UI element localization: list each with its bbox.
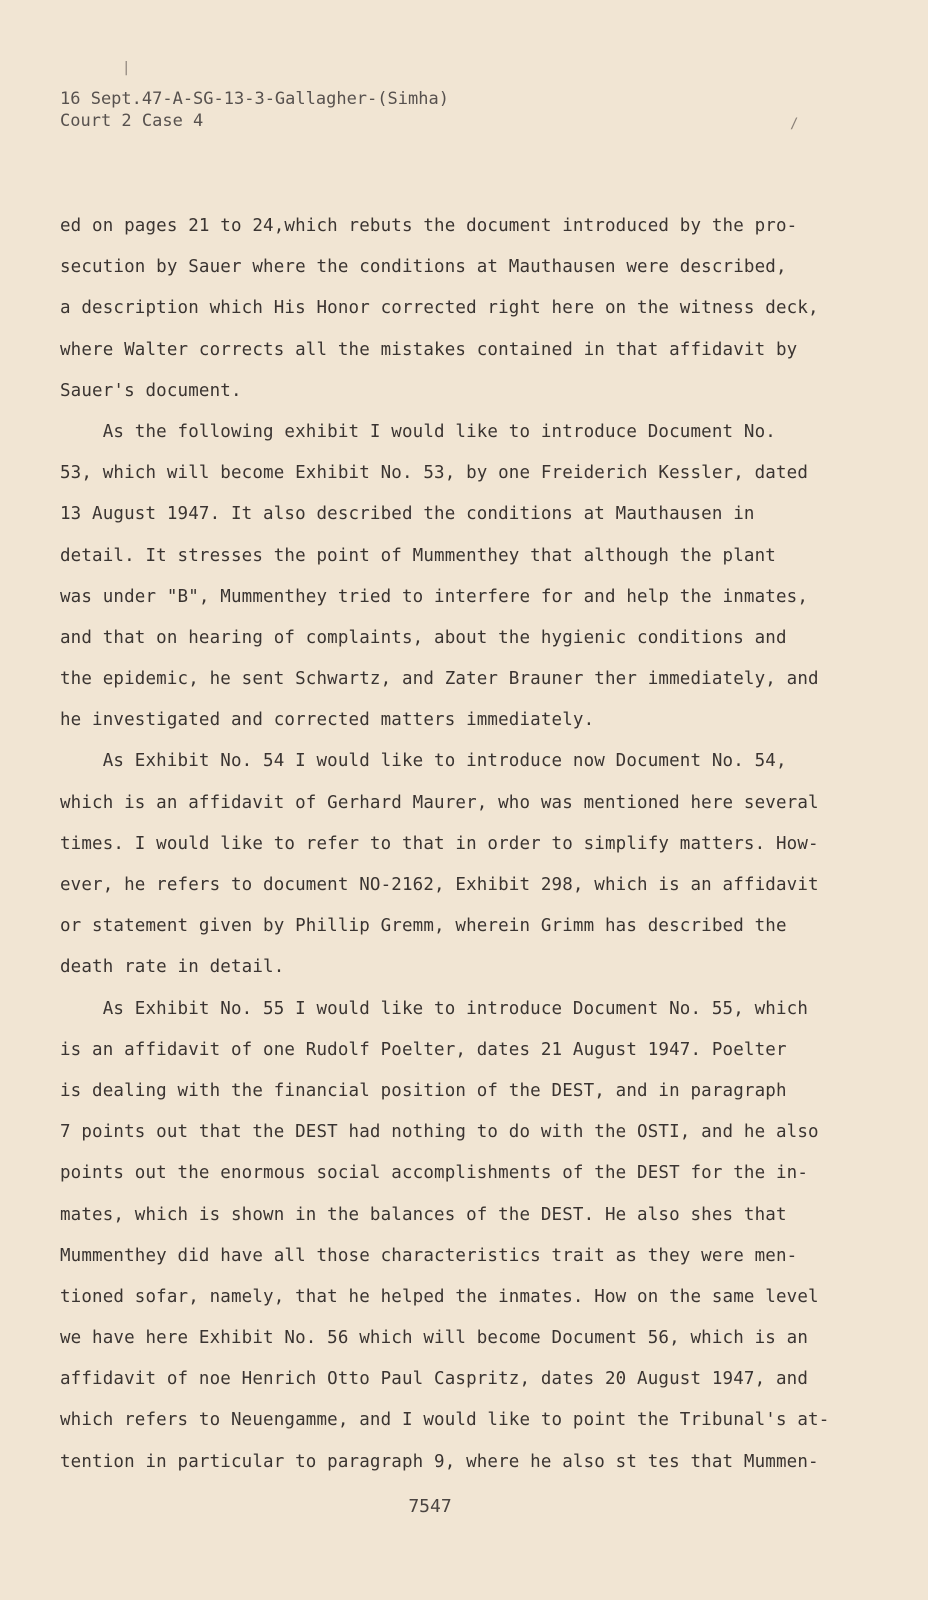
page-number: 7547 bbox=[408, 1496, 452, 1517]
text-line: tioned sofar, namely, that he helped the inmates. How on the same level bbox=[60, 1286, 819, 1307]
text-line: ever, he refers to document NO-2162, Exhibit 298, which is an affidavit bbox=[60, 875, 819, 895]
text-line: was under "B", Mummenthey tried to interfere for and help the inmates, bbox=[60, 586, 809, 607]
transcript-body bbox=[60, 206, 830, 1483]
text-line: As Exhibit No. 54 I would like to introduce now Document No. 54, bbox=[60, 751, 787, 772]
text-line: mates, which is shown in the balances of the DEST. He also shes that bbox=[60, 1204, 787, 1225]
punch-mark: | bbox=[122, 60, 131, 76]
text-line: 13 August 1947. It also described the conditions at Mauthausen in bbox=[60, 504, 755, 525]
text-line: is an affidavit of one Rudolf Poelter, dates 21 August 1947. Poelter bbox=[60, 1039, 787, 1060]
text-line: which is an affidavit of Gerhard Maurer, who was mentioned here several bbox=[60, 792, 819, 813]
text-line: where Walter corrects all the mistakes contained in that affidavit by bbox=[60, 339, 798, 360]
text-line: detail. It stresses the point of Mummenthey that although the plant bbox=[60, 545, 776, 566]
text-line: Sauer's document. bbox=[60, 380, 242, 401]
text-line: As the following exhibit I would like to introduce Document No. bbox=[60, 421, 776, 442]
text-line: which refers to Neuengamme, and I would like to point the Tribunal's at- bbox=[60, 1410, 830, 1431]
text-line: secution by Sauer where the conditions at Mauthausen were described, bbox=[60, 257, 787, 278]
text-line: points out the enormous social accomplishments of the DEST for the in- bbox=[60, 1163, 809, 1184]
text-line: we have here Exhibit No. 56 which will become Document 56, which is an bbox=[60, 1328, 809, 1349]
text-line: tention in particular to paragraph 9, where he also st tes that Mummen- bbox=[60, 1451, 819, 1472]
text-line: 53, which will become Exhibit No. 53, by one Freiderich Kessler, dated bbox=[60, 463, 809, 484]
header-line-1: 16 Sept.47-A-SG-13-3-Gallagher-(Simha) bbox=[60, 89, 449, 109]
text-line: and that on hearing of complaints, about the hygienic conditions and bbox=[60, 627, 787, 648]
text-line: affidavit of noe Henrich Otto Paul Caspritz, dates 20 August 1947, and bbox=[60, 1369, 809, 1390]
text-line: ed on pages 21 to 24,which rebuts the document introduced by the pro- bbox=[60, 216, 798, 236]
text-line: he investigated and corrected matters immediately. bbox=[60, 710, 595, 731]
text-line: Mummenthey did have all those characteristics trait as they were men- bbox=[60, 1245, 798, 1266]
text-line: or statement given by Phillip Gremm, wherein Grimm has described the bbox=[60, 916, 787, 937]
header-line-2: Court 2 Case 4 bbox=[60, 111, 204, 131]
text-line: is dealing with the financial position of the DEST, and in paragraph bbox=[60, 1080, 787, 1101]
text-line: times. I would like to refer to that in order to simplify matters. How- bbox=[60, 833, 819, 854]
document-header bbox=[60, 88, 449, 132]
text-line: a description which His Honor corrected right here on the witness deck, bbox=[60, 298, 819, 319]
stray-mark: / bbox=[790, 116, 799, 132]
text-line: the epidemic, he sent Schwartz, and Zater Brauner ther immediately, and bbox=[60, 669, 819, 690]
text-line: 7 points out that the DEST had nothing to do with the OSTI, and he also bbox=[60, 1122, 819, 1143]
text-line: As Exhibit No. 55 I would like to introduce Document No. 55, which bbox=[60, 998, 809, 1019]
text-line: death rate in detail. bbox=[60, 957, 285, 978]
